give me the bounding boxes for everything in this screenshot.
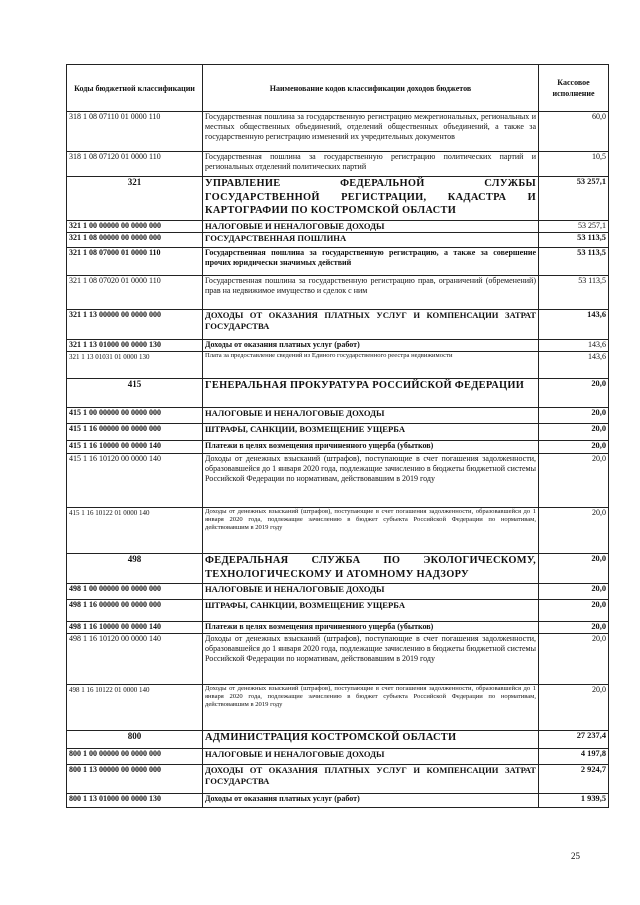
row-code: 321 1 08 07020 01 0000 110 (67, 276, 203, 310)
row-name: Доходы от оказания платных услуг (работ) (203, 340, 539, 352)
row-code: 321 1 00 00000 00 0000 000 (67, 221, 203, 233)
row-code: 321 (67, 177, 203, 221)
row-name: Плата за предоставление сведений из Единого государственного реестра недвижимости (203, 352, 539, 379)
row-code: 321 1 13 01031 01 0000 130 (67, 352, 203, 379)
row-amount: 1 939,5 (539, 794, 609, 808)
row-name: ФЕДЕРАЛЬНАЯ СЛУЖБА ПО ЭКОЛОГИЧЕСКОМУ, ТЕХНОЛОГИЧЕСКОМУ И АТОМНОМУ НАДЗОРУ (203, 554, 539, 584)
table-row (67, 112, 609, 152)
row-amount: 20,0 (539, 454, 609, 508)
row-code: 415 1 16 10120 00 0000 140 (67, 454, 203, 508)
row-code: 498 1 16 10122 01 0000 140 (67, 685, 203, 731)
table-row (67, 352, 609, 379)
row-name: УПРАВЛЕНИЕ ФЕДЕРАЛЬНОЙ СЛУЖБЫ ГОСУДАРСТВЕННОЙ РЕГИСТРАЦИИ, КАДАСТРА И КАРТОГРАФИИ ПО КОСТРОМСКОЙ ОБЛАСТИ (203, 177, 539, 221)
row-amount: 20,0 (539, 600, 609, 622)
page-number: 25 (571, 851, 580, 861)
table-row (67, 408, 609, 424)
row-amount: 53 257,1 (539, 221, 609, 233)
row-name: Доходы от денежных взысканий (штрафов), поступающие в счет погашения задолженности, образовавшейся до 1 января 2020 года, подлежащие зачислению в бюджеты бюджетной системы Российской Федерации по нормативам, действовавшим в 2019 году (203, 454, 539, 508)
row-amount: 53 257,1 (539, 177, 609, 221)
table-row (67, 554, 609, 584)
header-code: Коды бюджетной классификации (67, 65, 203, 112)
row-code: 800 (67, 731, 203, 749)
row-name: Доходы от денежных взысканий (штрафов), поступающие в счет погашения задолженности, образовавшейся до 1 января 2020 года, подлежащие зачислению в бюджет субъекта Российской Федерации по нормативам, действовавшим в 2019 году (203, 508, 539, 554)
row-amount: 143,6 (539, 340, 609, 352)
row-amount: 60,0 (539, 112, 609, 152)
row-code: 498 1 16 10120 00 0000 140 (67, 634, 203, 685)
table-row (67, 584, 609, 600)
row-code: 498 1 00 00000 00 0000 000 (67, 584, 203, 600)
row-name: НАЛОГОВЫЕ И НЕНАЛОГОВЫЕ ДОХОДЫ (203, 221, 539, 233)
row-code: 415 1 16 10000 00 0000 140 (67, 441, 203, 454)
row-code: 498 (67, 554, 203, 584)
row-code: 318 1 08 07110 01 0000 110 (67, 112, 203, 152)
row-amount: 20,0 (539, 424, 609, 441)
row-name: Государственная пошлина за государственную регистрацию межрегиональных, региональных и местных общественных объединений, отделений общественных объединений, а также за государственную регистрацию изменений их учредительных документов (203, 112, 539, 152)
table-row (67, 600, 609, 622)
row-name: АДМИНИСТРАЦИЯ КОСТРОМСКОЙ ОБЛАСТИ (203, 731, 539, 749)
row-amount: 20,0 (539, 554, 609, 584)
row-code: 321 1 08 00000 00 0000 000 (67, 233, 203, 248)
table-row (67, 454, 609, 508)
table-row (67, 765, 609, 794)
row-code: 415 (67, 379, 203, 408)
table-row (67, 794, 609, 808)
row-code: 800 1 13 01000 00 0000 130 (67, 794, 203, 808)
row-name: НАЛОГОВЫЕ И НЕНАЛОГОВЫЕ ДОХОДЫ (203, 749, 539, 765)
table-row (67, 441, 609, 454)
row-code: 498 1 16 10000 00 0000 140 (67, 622, 203, 634)
row-amount: 143,6 (539, 352, 609, 379)
table-row (67, 731, 609, 749)
row-name: ДОХОДЫ ОТ ОКАЗАНИЯ ПЛАТНЫХ УСЛУГ И КОМПЕНСАЦИИ ЗАТРАТ ГОСУДАРСТВА (203, 310, 539, 340)
table-row (67, 508, 609, 554)
header-amount: Кассовое исполнение (539, 65, 609, 112)
row-name: Государственная пошлина за государственную регистрацию, а также за совершение прочих юридически значимых действий (203, 248, 539, 276)
table-row (67, 221, 609, 233)
row-name: НАЛОГОВЫЕ И НЕНАЛОГОВЫЕ ДОХОДЫ (203, 408, 539, 424)
table-row (67, 749, 609, 765)
row-amount: 20,0 (539, 622, 609, 634)
row-code: 321 1 08 07000 01 0000 110 (67, 248, 203, 276)
row-amount: 20,0 (539, 584, 609, 600)
table-row (67, 310, 609, 340)
row-name: ШТРАФЫ, САНКЦИИ, ВОЗМЕЩЕНИЕ УЩЕРБА (203, 424, 539, 441)
row-code: 321 1 13 00000 00 0000 000 (67, 310, 203, 340)
row-name: Платежи в целях возмещения причиненного ущерба (убытков) (203, 441, 539, 454)
row-amount: 10,5 (539, 152, 609, 177)
row-name: Доходы от денежных взысканий (штрафов), поступающие в счет погашения задолженности, образовавшейся до 1 января 2020 года, подлежащие зачислению в бюджеты бюджетной системы Российской Федерации по нормативам, действовавшим в 2019 году (203, 634, 539, 685)
table-row (67, 379, 609, 408)
table-row (67, 424, 609, 441)
row-name: Доходы от денежных взысканий (штрафов), поступающие в счет погашения задолженности, образовавшейся до 1 января 2020 года, подлежащие зачислению в бюджет субъекта Российской Федерации по нормативам, действовавшим в 2019 году (203, 685, 539, 731)
row-name: ДОХОДЫ ОТ ОКАЗАНИЯ ПЛАТНЫХ УСЛУГ И КОМПЕНСАЦИИ ЗАТРАТ ГОСУДАРСТВА (203, 765, 539, 794)
row-code: 415 1 00 00000 00 0000 000 (67, 408, 203, 424)
row-amount: 27 237,4 (539, 731, 609, 749)
table-row (67, 233, 609, 248)
table-row (67, 152, 609, 177)
row-code: 498 1 16 00000 00 0000 000 (67, 600, 203, 622)
row-code: 318 1 08 07120 01 0000 110 (67, 152, 203, 177)
row-amount: 4 197,8 (539, 749, 609, 765)
row-code: 800 1 13 00000 00 0000 000 (67, 765, 203, 794)
row-amount: 20,0 (539, 441, 609, 454)
row-amount: 53 113,5 (539, 233, 609, 248)
budget-revenue-table (66, 64, 609, 808)
row-name: НАЛОГОВЫЕ И НЕНАЛОГОВЫЕ ДОХОДЫ (203, 584, 539, 600)
row-name: Доходы от оказания платных услуг (работ) (203, 794, 539, 808)
row-amount: 20,0 (539, 685, 609, 731)
row-name: ШТРАФЫ, САНКЦИИ, ВОЗМЕЩЕНИЕ УЩЕРБА (203, 600, 539, 622)
table-row (67, 340, 609, 352)
row-amount: 53 113,5 (539, 276, 609, 310)
row-amount: 20,0 (539, 379, 609, 408)
row-name: ГОСУДАРСТВЕННАЯ ПОШЛИНА (203, 233, 539, 248)
row-amount: 20,0 (539, 408, 609, 424)
row-code: 321 1 13 01000 00 0000 130 (67, 340, 203, 352)
row-code: 415 1 16 00000 00 0000 000 (67, 424, 203, 441)
row-code: 415 1 16 10122 01 0000 140 (67, 508, 203, 554)
table-header-row (67, 65, 609, 112)
row-name: ГЕНЕРАЛЬНАЯ ПРОКУРАТУРА РОССИЙСКОЙ ФЕДЕРАЦИИ (203, 379, 539, 408)
row-amount: 2 924,7 (539, 765, 609, 794)
row-amount: 20,0 (539, 634, 609, 685)
row-amount: 20,0 (539, 508, 609, 554)
row-amount: 53 113,5 (539, 248, 609, 276)
row-name: Государственная пошлина за государственную регистрацию прав, ограничений (обременений) прав на недвижимое имущество и сделок с ним (203, 276, 539, 310)
table-row (67, 634, 609, 685)
table-row (67, 276, 609, 310)
header-name: Наименование кодов классификации доходов бюджетов (203, 65, 539, 112)
table-row (67, 248, 609, 276)
table-row (67, 622, 609, 634)
table-row (67, 685, 609, 731)
row-amount: 143,6 (539, 310, 609, 340)
row-name: Платежи в целях возмещения причиненного ущерба (убытков) (203, 622, 539, 634)
row-code: 800 1 00 00000 00 0000 000 (67, 749, 203, 765)
row-name: Государственная пошлина за государственную регистрацию политических партий и региональных отделений политических партий (203, 152, 539, 177)
table-row (67, 177, 609, 221)
